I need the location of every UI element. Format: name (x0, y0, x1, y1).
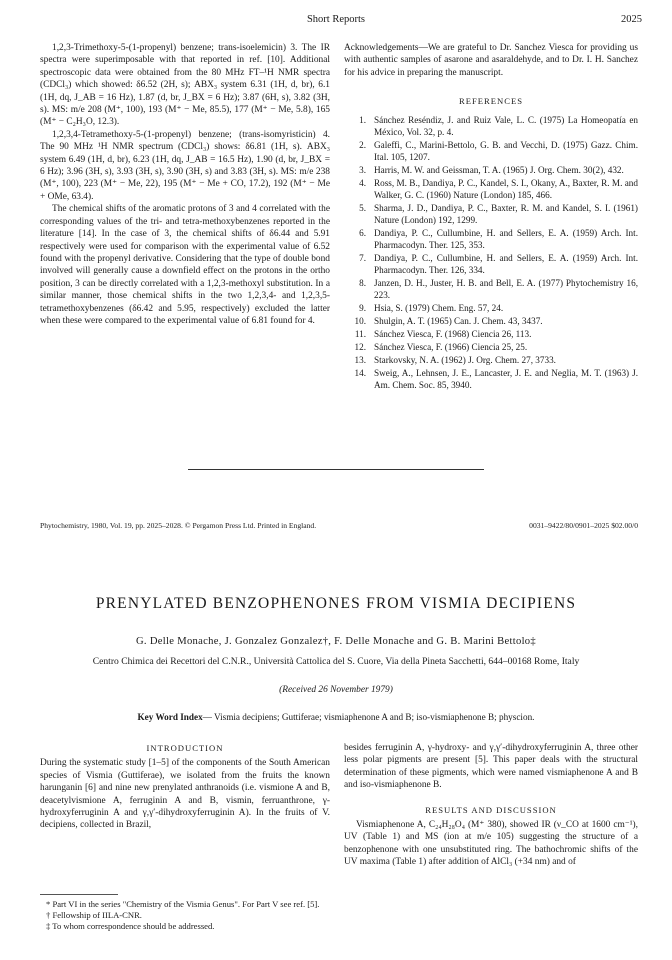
reference-item (344, 341, 638, 353)
reference-list (344, 114, 638, 391)
keyword-index (0, 711, 672, 723)
reference-item (344, 315, 638, 327)
article-title: PRENYLATED BENZOPHENONES FROM VISMIA DECIPIENS (95, 595, 577, 612)
reference-text: Shulgin, A. T. (1965) Can. J. Chem. 43, 3437. (374, 315, 543, 326)
results-heading: RESULTS AND DISCUSSION (425, 804, 557, 815)
section-divider (188, 469, 484, 470)
reference-number: 14. (354, 367, 366, 378)
reference-text: Dandiya, P. C., Cullumbine, H. and Sellers, E. A. (1959) Arch. Int. Pharmacodyn. Ther. 125, 353. (374, 227, 638, 250)
running-header: Short Reports (306, 14, 366, 25)
introduction-heading: INTRODUCTION (146, 743, 224, 753)
reference-number: 3. (359, 164, 366, 175)
article-authors: G. Delle Monache, J. Gonzalez Gonzalez†, F. Delle Monache and G. B. Marini Bettolo‡ (135, 636, 537, 647)
reference-text: Hsia, S. (1979) Chem. Eng. 57, 24. (374, 302, 504, 313)
page-number: 2025 (621, 14, 642, 25)
reference-text: Starkovsky, N. A. (1962) J. Org. Chem. 27, 3733. (374, 354, 556, 365)
reference-number: 4. (359, 177, 366, 188)
paragraph-compound-4: 1,2,3,4-Tetramethoxy-5-(1-propenyl) benzene; (trans-isomyristicin) 4. The 90 MHz ¹H NMR spectrum (CDCl₃) shows: δ6.81 (1H, s). ABX₃ system 6.49 (1H, d, br), 6.23 (1H, dq, J_AB = 16.5 Hz), 1.90 (d, br, J_BX = 6 Hz); 3.96 (3H, s), 3.93 (3H, s), 3.90 (3H, s) and 3.83 (3H, s). MS: m/e 238 (M⁺, 100), 223 (M⁺ − Me, 22), 195 (M⁺ − Me + CO, 17.2), 192 (M⁺ − Me + OMe, 63.4). (40, 129, 330, 202)
results-column (344, 742, 638, 869)
reference-item (344, 277, 638, 301)
keywords-label: Key Word Index (137, 712, 203, 722)
reference-number: 6. (359, 227, 366, 238)
reference-number: 7. (359, 252, 366, 263)
references-heading: REFERENCES (459, 96, 523, 107)
reference-item (344, 114, 638, 138)
reference-item (344, 164, 638, 176)
reference-number: 5. (359, 202, 366, 213)
introduction-column (40, 742, 330, 832)
reference-item (344, 139, 638, 163)
footnote-rule (40, 894, 118, 895)
reference-item (344, 202, 638, 226)
reference-number: 2. (359, 139, 366, 150)
reference-item (344, 252, 638, 276)
reference-number: 11. (354, 328, 366, 339)
reference-text: Sharma, J. D., Dandiya, P. C., Baxter, R. M. and Kandel, S. I. (1961) Nature (London) 192, 1299. (374, 202, 638, 225)
right-column (344, 42, 638, 392)
reference-number: 13. (354, 354, 366, 365)
reference-number: 8. (359, 277, 366, 288)
introduction-text: During the systematic study [1–5] of the components of the South American species of Vismia (Guttiferae), we isolated from the fruits the known harunganin [6] and nine new prenylated anthranoids (i.e. vismione A and B, deacetylvismione A, ferruginin A and B, vismin, ferruanthrone, γ-hydroxyferruginin A and γ,γ′-dihydroxyferruginin A). In the fruits of V. decipiens, collected in Brazil, (40, 758, 330, 831)
reference-item (344, 302, 638, 314)
reference-number: 12. (354, 341, 366, 352)
reference-text: Harris, M. W. and Geissman, T. A. (1965) J. Org. Chem. 30(2), 432. (374, 164, 624, 175)
reference-text: Ross, M. B., Dandiya, P. C., Kandel, S. I., Okany, A., Baxter, R. M. and Walker, G. C. (1960) Nature (London) 185, 466. (374, 177, 638, 200)
article-affiliation: Centro Chimica dei Recettori del C.N.R., Università Cattolica del S. Cuore, Via della Pineta Sacchetti, 644–00168 Rome, Italy (92, 656, 580, 667)
reference-text: Sweig, A., Lehnsen, J. E., Lancaster, J. E. and Neglia, M. T. (1963) J. Am. Chem. Soc. 85, 3940. (374, 367, 638, 390)
reference-number: 1. (359, 114, 366, 125)
acknowledgements: Acknowledgements—We are grateful to Dr. Sanchez Viesca for providing us with authentic samples of asarone and asaraldehyde, and to Dr. I. H. Sanchez for his advice in preparing the manuscript. (344, 43, 638, 78)
received-date: (Received 26 November 1979) (279, 685, 393, 695)
journal-citation: Phytochemistry, 1980, Vol. 19, pp. 2025–2028. © Pergamon Press Ltd. Printed in England. (40, 521, 317, 530)
paragraph-chemical-shifts: The chemical shifts of the aromatic protons of 3 and 4 correlated with the corresponding values of the tri- and tetra-methoxybenzenes reported in the literature [14]. In the case of 3, the chemical shifts of δ6.44 and 5.91 respectively were used for comparison with the experimental value of 6.52 found with the propenyl derivative. Considering that the type of double bond involved will generally cause a downfield effect on the protons in the ortho position, 3 can be directly correlated with a 1,2,3-methoxyl substitution. In a similar manner, those chemical shifts in the two 1,2,3,4- and 1,2,3,5-tetramethoxybenzenes (δ6.42 and 5.95, respectively) excluded the latter when these were compared to the experimental value of 6.81 found for 4. (40, 204, 330, 326)
reference-number: 10. (354, 315, 366, 326)
reference-item (344, 367, 638, 391)
reference-text: Sánchez Viesca, F. (1966) Ciencia 25, 25. (374, 341, 528, 352)
reference-number: 9. (359, 302, 366, 313)
reference-item (344, 227, 638, 251)
keywords-text: — Vismia decipiens; Guttiferae; vismiaphenone A and B; iso-vismiaphenone B; physcion. (202, 712, 535, 722)
paragraph-compound-3: 1,2,3-Trimethoxy-5-(1-propenyl) benzene; trans-isoelemicin) 3. The IR spectra were superimposable with that reported in ref. [10]. Additional spectroscopic data were obtained from the 80 MHz FT–¹H NMR spectra (CDCl₃) which showed: δ6.52 (2H, s); ABX₃ system 6.31 (1H, d, br), 6.1 (1H, dq, J_AB = 16 Hz), 1.87 (d, br, J_BX = 6 Hz); 3.87 (6H, s), 3.82 (3H, s). MS: m/e 208 (M⁺, 100), 193 (M⁺ − Me, 85.5), 177 (M⁺ − Me, 5.8), 165 (M⁺ − C₂H₃O, 12.3). (40, 43, 330, 128)
reference-text: Dandiya, P. C., Cullumbine, H. and Sellers, E. A. (1959) Arch. Int. Pharmacodyn. Ther. 126, 334. (374, 252, 638, 275)
footnotes (40, 894, 330, 932)
reference-item (344, 177, 638, 201)
footnote-fellowship: † Fellowship of IILA-CNR. (46, 910, 142, 920)
reference-text: Sánchez Viesca, F. (1968) Ciencia 26, 113. (374, 328, 532, 339)
reference-item (344, 328, 638, 340)
article-code: 0031–9422/80/0901–2025 $02.00/0 (529, 521, 638, 530)
left-column (40, 42, 330, 327)
reference-text: Sánchez Reséndiz, J. and Ruiz Vale, L. C. (1975) La Homeopatía en México, Vol. 32, p. 4. (374, 114, 638, 137)
footnote-series: * Part VI in the series "Chemistry of the Vismia Genus". For Part V see ref. [5]. (46, 899, 320, 909)
reference-item (344, 354, 638, 366)
reference-text: Janzen, D. H., Juster, H. B. and Bell, E. A. (1977) Phytochemistry 16, 223. (374, 277, 638, 300)
footnote-correspondence: ‡ To whom correspondence should be addressed. (46, 921, 215, 931)
results-text: Vismiaphenone A, C₂₄H₂₈O₄ (M⁺ 380), showed IR (ν_CO at 1600 cm⁻¹), UV (Table 1) and MS (ion at m/e 105) suggesting the structure of a benzophenone with one unsubstituted ring. The bathochromic shifts of the UV maxima (Table 1) after addition of AlCl₃ (+34 nm) and of (344, 820, 638, 868)
introduction-continuation: besides ferruginin A, γ-hydroxy- and γ,γ′-dihydroxyferruginin A, three other less polar pigments are present [5]. This paper deals with the structural determination of these pigments, which were named vismiaphenone A and B and iso-vismiaphenone B. (344, 743, 638, 791)
reference-text: Galeffi, C., Marini-Bettolo, G. B. and Vecchi, D. (1975) Gazz. Chim. Ital. 105, 1207. (374, 139, 638, 162)
